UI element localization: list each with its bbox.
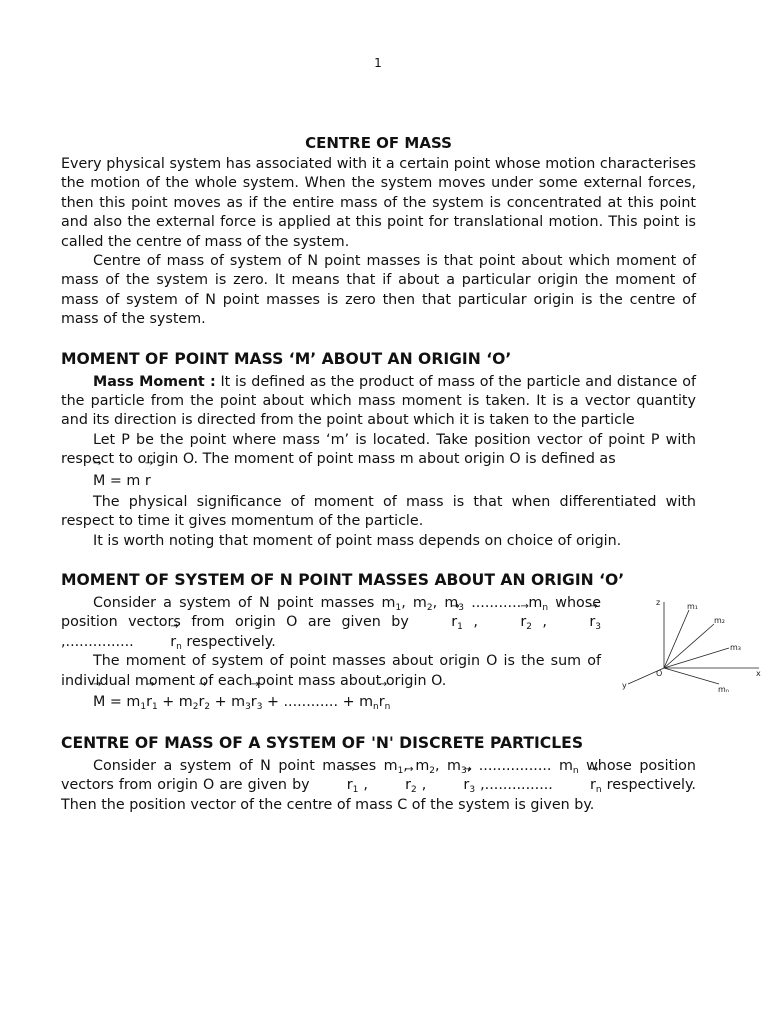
intro-paragraph-2: Centre of mass of system of N point masses is that point about which moment of mass of the system is zero. It means that if about a particular origin the moment of mass of system of N point masses is zero then that particular origin is the centre of mass of the system. xyxy=(61,253,696,328)
x-axis-label: x xyxy=(756,668,761,678)
mass-moment-term: Mass Moment : xyxy=(93,373,216,390)
page-number: 1 xyxy=(374,56,382,70)
m3-label: m₃ xyxy=(730,642,741,652)
intro-paragraph-1: Every physical system has associated with it a certain point whose motion characterises the motion of the whole system. When the system moves under some external forces, then this point moves as if the entire mass of the system is concentrated at this point and also the external force is applied at this point for translational motion. This point is called the centre of mass of the system. xyxy=(61,156,696,250)
mass-moment-definition: Mass Moment : It is defined as the product of mass of the particle and distance of the particle from the point about which mass moment is taken. It is a vector quantity and its direction is directed from the point about which it is taken to the particle xyxy=(61,373,696,429)
position-vector-diagram xyxy=(614,596,764,696)
page-content xyxy=(61,131,761,815)
z-axis-label: z xyxy=(656,597,661,607)
origin-note-paragraph: It is worth noting that moment of point mass depends on choice of origin. xyxy=(93,532,622,549)
page-title: CENTRE OF MASS xyxy=(305,134,452,152)
mn-label: mₙ xyxy=(718,684,729,694)
system-paragraph-2: The moment of system of point masses about origin O is the sum of individual moment of each point mass about origin O. xyxy=(61,653,601,689)
m2-label: m₂ xyxy=(714,615,725,625)
physical-significance-paragraph: The physical significance of moment of mass is that when differentiated with respect to time it gives momentum of the particle. xyxy=(61,493,696,530)
m1-label: m₁ xyxy=(687,601,698,611)
system-paragraph-1: Consider a system of N point masses $m_1$, $m_2$, $m_3$ ........... $m_n$ whose position vectors from origin O are given by → $r_1$ , → $r_2$ , → $r_3$ ,............... → $r_n$ respectively. xyxy=(61,594,601,652)
section-heading-centre-of-mass-discrete: CENTRE OF MASS OF A SYSTEM OF 'N' DISCRETE PARTICLES xyxy=(61,733,584,752)
vector-r: → r xyxy=(145,470,151,493)
section-heading-moment-point-mass: MOMENT OF POINT MASS ‘M’ ABOUT AN ORIGIN ‘O’ xyxy=(61,349,512,368)
system-moment-formula: → $M = m_1\to r_1 + m_2\to r_2 + m_3\to r_3$ + ............ + $m_n\to r_n$ xyxy=(93,691,696,714)
section-heading-moment-system: MOMENT OF SYSTEM OF N POINT MASSES ABOUT AN ORIGIN ‘O’ xyxy=(61,570,625,589)
point-p-paragraph: Let P be the point where mass ‘m’ is located. Take position vector of point P with respect to origin O. The moment of point mass m about origin O is defined as xyxy=(61,431,696,468)
system-section-body xyxy=(61,594,761,694)
moment-formula: → M = m → r xyxy=(93,470,696,493)
y-axis-label: y xyxy=(622,680,627,690)
discrete-paragraph: Consider a system of N point masses $m_1$, $m_2$, $m_3$, ................ $m_n$ whose position vectors from origin O are given by → $r_1$ , → $r_2$ , → $r_3$ ,............... → $r_n$ respectively. Then the position vector of the centre of mass C of the system is given by. xyxy=(61,757,696,815)
origin-label: O xyxy=(656,668,663,678)
vector-M: → M xyxy=(93,470,105,493)
